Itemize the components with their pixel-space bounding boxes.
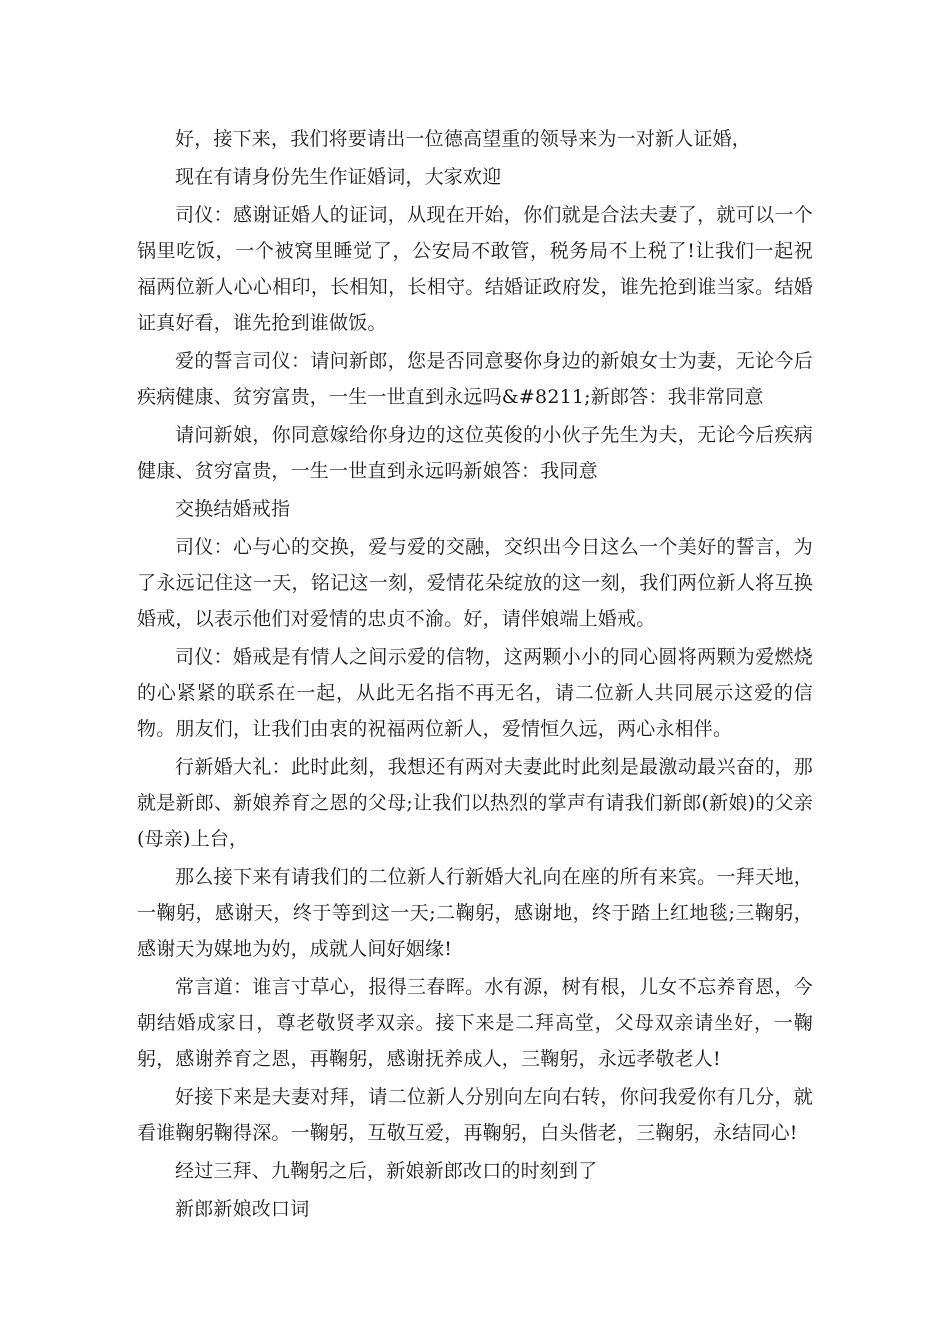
paragraph: 行新婚大礼：此时此刻，我想还有两对夫妻此时此刻是最激动最兴奋的，那就是新郎、新娘养育之恩的父母;让我们以热烈的掌声有请我们新郎(新娘)的父亲(母亲)上台， [137,756,813,850]
paragraph: 现在有请身份先生作证婚词，大家欢迎 [175,166,502,188]
paragraph: 司仪：心与心的交换，爱与爱的交融，交织出今日这么一个美好的誓言，为了永远记住这一天，铭记这一刻，爱情花朵绽放的这一刻，我们两位新人将互换婚戒，以表示他们对爱情的忠贞不渝。好，请伴娘端上婚戒。 [137,536,813,630]
paragraph: 经过三拜、九鞠躬之后，新娘新郎改口的时刻到了 [175,1160,598,1182]
paragraph: 爱的誓言司仪：请问新郎，您是否同意娶你身边的新娘女士为妻，无论今后疾病健康、贫穷富贵，一生一世直到永远吗&#8211;新郎答：我非常同意 [137,350,813,408]
paragraph: 好接下来是夫妻对拜，请二位新人分别向左向右转，你问我爱你有几分，就看谁鞠躬鞠得深。一鞠躬，互敬互爱，再鞠躬，白头偕老，三鞠躬，永结同心! [137,1086,813,1144]
paragraph: 司仪：婚戒是有情人之间示爱的信物，这两颗小小的同心圆将两颗为爱燃烧的心紧紧的联系在一起，从此无名指不再无名，请二位新人共同展示这爱的信物。朋友们，让我们由衷的祝福两位新人，爱情恒久远，两心永相伴。 [137,646,813,740]
paragraph: 常言道：谁言寸草心，报得三春晖。水有源，树有根，儿女不忘养育恩，今朝结婚成家日，尊老敬贤孝双亲。接下来是二拜高堂，父母双亲请坐好，一鞠躬，感谢养育之恩，再鞠躬，感谢抚养成人，三鞠躬，永远孝敬老人! [137,976,813,1070]
paragraph: 交换结婚戒指 [175,498,291,520]
paragraph: 新郎新娘改口词 [175,1198,310,1220]
paragraph: 请问新娘，你同意嫁给你身边的这位英俊的小伙子先生为夫，无论今后疾病健康、贫穷富贵，一生一世直到永远吗新娘答：我同意 [137,424,813,482]
paragraph: 那么接下来有请我们的二位新人行新婚大礼向在座的所有来宾。一拜天地，一鞠躬，感谢天，终于等到这一天;二鞠躬，感谢地，终于踏上红地毯;三鞠躬，感谢天为媒地为妁，成就人间好姻缘! [137,866,813,960]
paragraph: 好，接下来，我们将要请出一位德高望重的领导来为一对新人证婚， [175,128,752,150]
paragraph: 司仪：感谢证婚人的证词，从现在开始，你们就是合法夫妻了，就可以一个锅里吃饭，一个被窝里睡觉了，公安局不敢管，税务局不上税了!让我们一起祝福两位新人心心相印，长相知，长相守。结婚证政府发，谁先抢到谁当家。结婚证真好看，谁先抢到谁做饭。 [137,204,813,334]
document-body [137,121,813,1229]
